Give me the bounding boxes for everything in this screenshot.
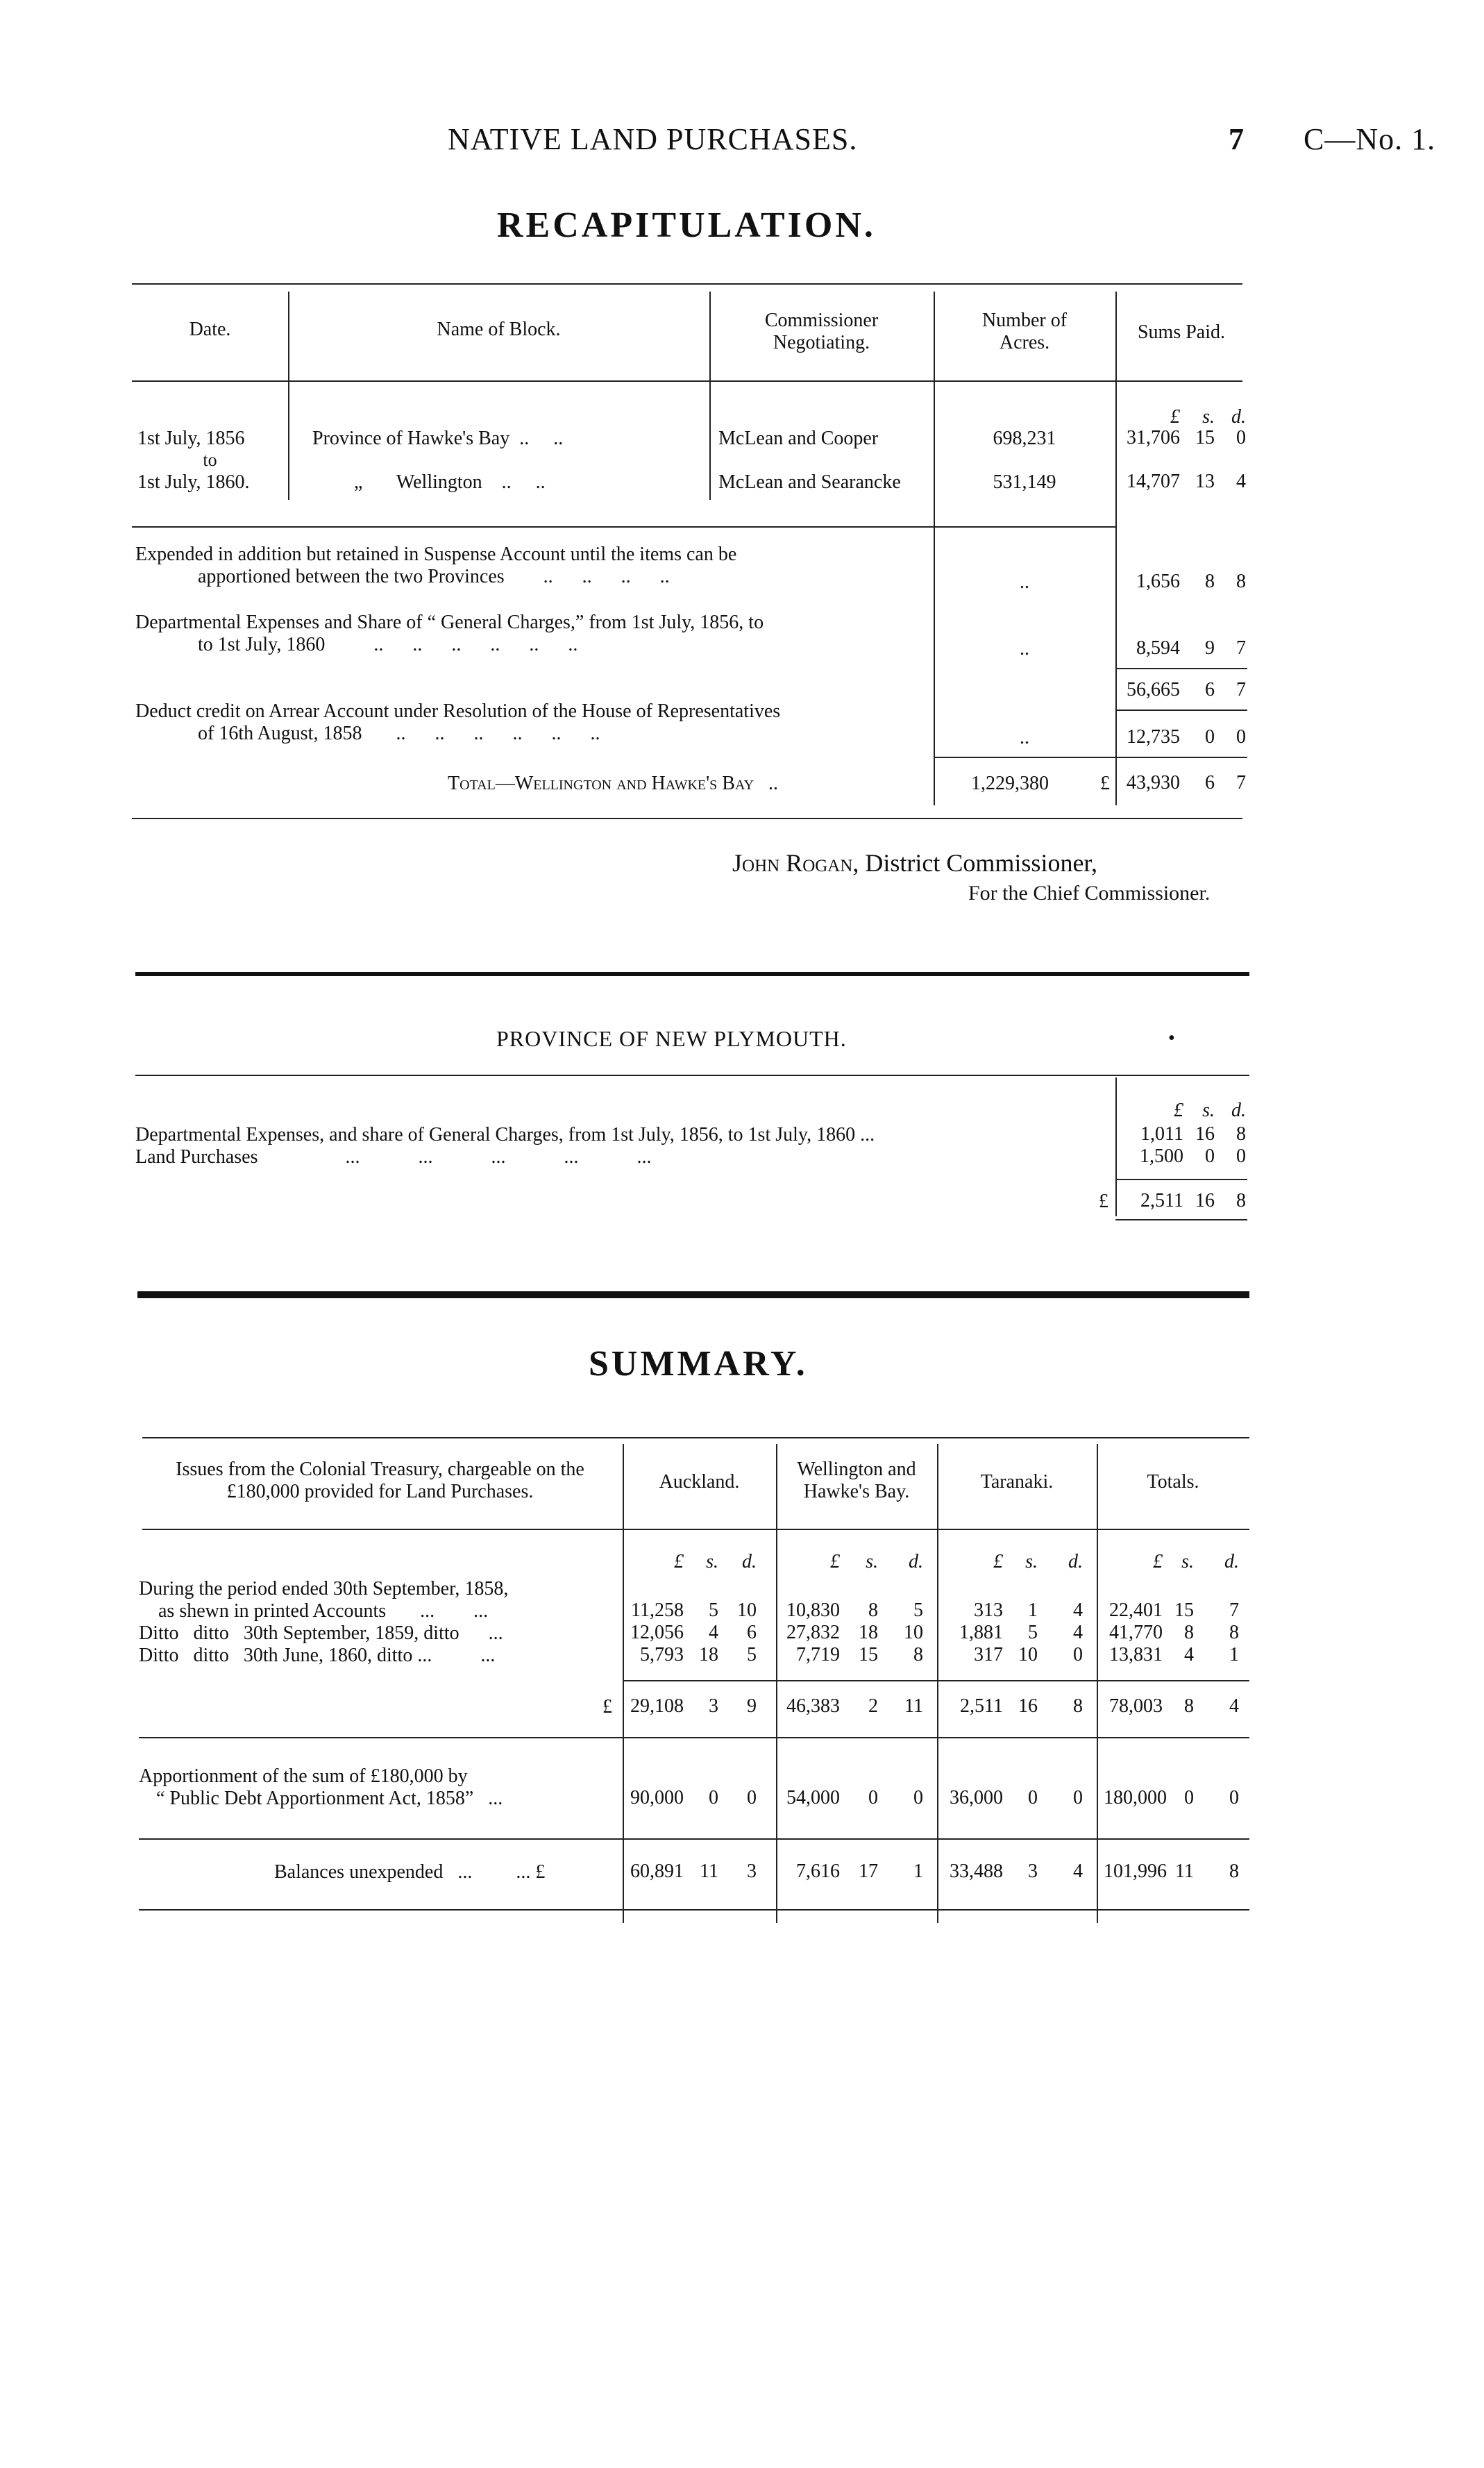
- summary-data-row-cell: 7,719: [796, 1644, 840, 1665]
- dots: ..: [1020, 727, 1029, 748]
- summary-sum-row-cell: 4: [1229, 1695, 1239, 1717]
- summary-sum-row-cell: 2: [868, 1695, 878, 1717]
- pound-sign: £: [1099, 1191, 1108, 1212]
- summary-data-row-cell: 4: [1184, 1644, 1194, 1665]
- unit-shilling: s.: [866, 1551, 878, 1572]
- subtotal-l: 56,665: [1127, 679, 1180, 700]
- total-d: 7: [1236, 772, 1246, 794]
- summary-data-row-cell: 5: [709, 1600, 718, 1621]
- summary-row-1b: as shewn in printed Accounts ... ...: [158, 1600, 489, 1622]
- acres-1: 698,231: [993, 428, 1056, 449]
- summary-apportionment-row-cell: 0: [709, 1787, 718, 1808]
- summary-balance-row-cell: 1: [913, 1861, 923, 1882]
- document-reference: C—No. 1.: [1304, 122, 1436, 156]
- col-acres: Number of: [981, 310, 1068, 331]
- plymouth-row-land: Land Purchases ... ... ... ... ...: [135, 1146, 652, 1168]
- sum-s: 16: [1195, 1123, 1215, 1145]
- plymouth-row-dept: Departmental Expenses, and share of General Charges, from 1st July, 1856, to 1st July, 1860 ...: [135, 1124, 875, 1145]
- summary-data-row-cell: 7: [1229, 1600, 1239, 1621]
- col-wellington: Wellington and: [797, 1459, 916, 1480]
- sum-l: 1,500: [1140, 1145, 1183, 1167]
- summary-data-row-cell: 18: [859, 1622, 878, 1643]
- summary-data-row-cell: 41,770: [1109, 1622, 1163, 1643]
- summary-data-row-cell: 10: [737, 1600, 757, 1621]
- summary-balance-row-cell: 60,891: [630, 1861, 684, 1882]
- total-label: Total—Wellington and Hawke's Bay ..: [448, 773, 779, 794]
- sum-d: 4: [1236, 471, 1246, 492]
- summary-sum-row-cell: 46,383: [786, 1695, 840, 1717]
- summary-data-row-cell: 10: [904, 1622, 923, 1643]
- summary-sum-row-cell: 8: [1184, 1695, 1194, 1717]
- sum-s: 8: [1205, 571, 1215, 592]
- summary-apportionment-row-cell: 0: [1073, 1787, 1083, 1808]
- summary-data-row-cell: 0: [1073, 1644, 1083, 1665]
- dept-text: Departmental Expenses and Share of “ General Charges,” from 1st July, 1856, to: [135, 612, 764, 633]
- col-auckland: Auckland.: [659, 1471, 740, 1493]
- date-from: 1st July, 1856: [137, 428, 245, 449]
- date-end: 1st July, 1860.: [137, 471, 250, 493]
- unit-pound: £: [1170, 406, 1180, 428]
- dots: ..: [1020, 571, 1029, 593]
- deduct-text: Deduct credit on Arrear Account under Resolution of the House of Representatives: [135, 700, 781, 722]
- col-totals: Totals.: [1147, 1471, 1199, 1493]
- summary-data-row-cell: 313: [974, 1600, 1003, 1621]
- sum-l: 12,735: [1127, 726, 1180, 748]
- summary-sum-row-cell: 29,108: [630, 1695, 684, 1717]
- page-number: 7: [1229, 122, 1245, 156]
- total-l: 2,511: [1140, 1190, 1183, 1211]
- recap-title: RECAPITULATION.: [497, 205, 876, 245]
- summary-apportionment-row-cell: 0: [747, 1787, 757, 1808]
- sig-first: John: [732, 849, 780, 877]
- summary-data-row-cell: 11,258: [631, 1600, 684, 1621]
- subtotal-s: 6: [1205, 679, 1215, 700]
- summary-data-row-cell: 1: [1229, 1644, 1239, 1665]
- page-title: NATIVE LAND PURCHASES.: [448, 122, 858, 156]
- summary-balance-row-cell: 4: [1073, 1861, 1083, 1882]
- unit-pound: £: [674, 1551, 684, 1572]
- summary-data-row-cell: 8: [1184, 1622, 1194, 1643]
- sig-last: Rogan: [786, 849, 853, 877]
- unit-pence: d.: [1231, 406, 1246, 428]
- dots: ..: [1020, 638, 1029, 660]
- summary-apportionment-row-cell: 0: [913, 1787, 923, 1808]
- col-commissioner: Commissioner: [764, 310, 879, 331]
- summary-balance-row-cell: 8: [1229, 1861, 1239, 1882]
- sum-l: 8,594: [1136, 637, 1180, 659]
- sum-d: 8: [1236, 571, 1246, 592]
- unit-pence: d.: [1231, 1100, 1246, 1121]
- summary-balance-row-cell: 11: [1175, 1861, 1194, 1882]
- apportionment-label-2: “ Public Debt Apportionment Act, 1858” ...: [156, 1788, 503, 1809]
- divider: [135, 972, 1249, 976]
- col-taranaki: Taranaki.: [980, 1471, 1054, 1493]
- deduct-text-2: of 16th August, 1858 .. .. .. .. .. ..: [198, 723, 600, 744]
- commissioner-1: McLean and Cooper: [718, 428, 879, 449]
- summary-data-row-cell: 27,832: [786, 1622, 840, 1643]
- pound-sign: £: [602, 1696, 612, 1718]
- summary-sum-row-cell: 16: [1018, 1695, 1038, 1717]
- summary-balance-row-cell: 101,996: [1104, 1861, 1167, 1882]
- summary-data-row-cell: 6: [747, 1622, 757, 1643]
- unit-pence: d.: [1068, 1551, 1083, 1572]
- summary-data-row-cell: 8: [913, 1644, 923, 1665]
- summary-sum-row-cell: 8: [1073, 1695, 1083, 1717]
- summary-data-row-cell: 10,830: [786, 1600, 840, 1621]
- dept-text-2: to 1st July, 1860 .. .. .. .. .. ..: [198, 634, 578, 655]
- summary-sum-row-cell: 78,003: [1109, 1695, 1163, 1717]
- sum-l: 1,656: [1136, 571, 1180, 592]
- summary-data-row-cell: 1,881: [959, 1622, 1003, 1643]
- summary-row-2: Ditto ditto 30th September, 1859, ditto ...: [139, 1622, 503, 1644]
- sum-d: 0: [1236, 427, 1246, 448]
- sum-l: 1,011: [1140, 1123, 1183, 1145]
- total-s: 16: [1195, 1190, 1215, 1211]
- sum-s: 15: [1195, 427, 1215, 448]
- total-s: 6: [1205, 772, 1215, 794]
- summary-sum-row-cell: 2,511: [960, 1695, 1003, 1717]
- summary-data-row-cell: 5: [1028, 1622, 1038, 1643]
- summary-data-row-cell: 5: [913, 1600, 923, 1621]
- summary-data-row-cell: 5,793: [640, 1644, 684, 1665]
- sig-role: , District Commissioner,: [852, 849, 1097, 877]
- summary-data-row-cell: 10: [1018, 1644, 1038, 1665]
- total-d: 8: [1236, 1190, 1246, 1211]
- total-acres: 1,229,380: [971, 773, 1049, 794]
- summary-data-row-cell: 1: [1028, 1600, 1038, 1621]
- summary-balance-row-cell: 7,616: [796, 1861, 840, 1882]
- unit-shilling: s.: [1181, 1551, 1194, 1572]
- block-hawkes-bay: Province of Hawke's Bay .. ..: [312, 428, 564, 449]
- summary-title: SUMMARY.: [589, 1344, 808, 1384]
- summary-data-row-cell: 15: [859, 1644, 878, 1665]
- summary-balance-row-cell: 33,488: [950, 1861, 1003, 1882]
- summary-data-row-cell: 4: [1073, 1622, 1083, 1643]
- unit-pound: £: [1153, 1551, 1163, 1572]
- sum-s: 0: [1205, 1145, 1215, 1167]
- summary-data-row-cell: 15: [1174, 1600, 1194, 1621]
- summary-apportionment-row-cell: 0: [1028, 1787, 1038, 1808]
- summary-apportionment-row-cell: 0: [868, 1787, 878, 1808]
- summary-row-3: Ditto ditto 30th June, 1860, ditto ... ...: [139, 1645, 496, 1666]
- summary-data-row-cell: 22,401: [1109, 1600, 1163, 1621]
- sum-l: 14,707: [1127, 471, 1180, 492]
- sum-s: 0: [1205, 726, 1215, 748]
- summary-balance-row-cell: 3: [1028, 1861, 1038, 1882]
- col-date: Date.: [189, 319, 231, 340]
- summary-apportionment-row-cell: 0: [1184, 1787, 1194, 1808]
- summary-data-row-cell: 8: [868, 1600, 878, 1621]
- summary-apportionment-row-cell: 36,000: [950, 1787, 1003, 1808]
- sum-s: 13: [1195, 471, 1215, 492]
- unit-pound: £: [830, 1551, 840, 1572]
- summary-data-row-cell: 13,831: [1109, 1644, 1163, 1665]
- summary-balance-row-cell: 11: [700, 1861, 718, 1882]
- col-commissioner-2: Negotiating.: [773, 332, 870, 353]
- acres-2: 531,149: [993, 471, 1056, 493]
- signature: [732, 848, 1097, 878]
- summary-data-row-cell: 8: [1229, 1622, 1239, 1643]
- unit-pound: £: [1174, 1100, 1183, 1121]
- unit-pence: d.: [742, 1551, 757, 1572]
- summary-data-row-cell: 5: [747, 1644, 757, 1665]
- summary-desc: Issues from the Colonial Treasury, chargeable on the: [176, 1459, 584, 1480]
- col-wellington-2: Hawke's Bay.: [803, 1481, 910, 1502]
- summary-data-row-cell: 4: [1073, 1600, 1083, 1621]
- summary-apportionment-row-cell: 180,000: [1104, 1787, 1167, 1808]
- suspense-text: Expended in addition but retained in Suspense Account until the items can be: [135, 544, 737, 565]
- pound-sign: £: [1100, 773, 1110, 794]
- summary-data-row-cell: 4: [709, 1622, 718, 1643]
- summary-apportionment-row-cell: 0: [1229, 1787, 1239, 1808]
- total-l: 43,930: [1127, 772, 1180, 794]
- bullet-mark: •: [1168, 1027, 1175, 1049]
- unit-pence: d.: [1224, 1551, 1239, 1572]
- plymouth-title: PROVINCE OF NEW PLYMOUTH.: [496, 1026, 847, 1051]
- sum-l: 31,706: [1127, 427, 1180, 448]
- summary-apportionment-row-cell: 54,000: [786, 1787, 840, 1808]
- summary-row-1: During the period ended 30th September, 1858,: [139, 1578, 509, 1600]
- sum-d: 8: [1236, 1123, 1246, 1145]
- unit-shilling: s.: [706, 1551, 718, 1572]
- unit-shilling: s.: [1202, 1100, 1215, 1121]
- summary-apportionment-row-cell: 90,000: [630, 1787, 684, 1808]
- summary-desc-2: £180,000 provided for Land Purchases.: [226, 1481, 534, 1502]
- suspense-text-2: apportioned between the two Provinces .. .. .. ..: [198, 566, 670, 587]
- summary-data-row-cell: 317: [974, 1644, 1003, 1665]
- summary-sum-row-cell: 9: [747, 1695, 757, 1717]
- balances-label: Balances unexpended ... ... £: [274, 1861, 546, 1883]
- unit-pence: d.: [909, 1551, 923, 1572]
- sum-d: 7: [1236, 637, 1246, 659]
- commissioner-2: McLean and Searancke: [718, 471, 901, 493]
- apportionment-label: Apportionment of the sum of £180,000 by: [139, 1765, 468, 1787]
- col-block: Name of Block.: [437, 319, 561, 340]
- unit-pound: £: [993, 1551, 1003, 1572]
- divider: [137, 1291, 1249, 1298]
- summary-sum-row-cell: 3: [709, 1695, 718, 1717]
- summary-sum-row-cell: 11: [904, 1695, 923, 1717]
- sum-d: 0: [1236, 1145, 1246, 1167]
- signature-for: For the Chief Commissioner.: [968, 882, 1211, 905]
- col-sums: Sums Paid.: [1137, 321, 1226, 343]
- unit-shilling: s.: [1025, 1551, 1038, 1572]
- sum-s: 9: [1205, 637, 1215, 659]
- block-wellington: „ Wellington .. ..: [354, 471, 546, 493]
- summary-data-row-cell: 18: [699, 1644, 718, 1665]
- summary-data-row-cell: 12,056: [630, 1622, 684, 1643]
- subtotal-d: 7: [1236, 679, 1246, 700]
- summary-balance-row-cell: 17: [859, 1861, 878, 1882]
- sum-d: 0: [1236, 726, 1246, 748]
- col-acres-2: Acres.: [999, 332, 1050, 353]
- unit-shilling: s.: [1202, 406, 1215, 428]
- date-to: to: [203, 450, 217, 470]
- summary-balance-row-cell: 3: [747, 1861, 757, 1882]
